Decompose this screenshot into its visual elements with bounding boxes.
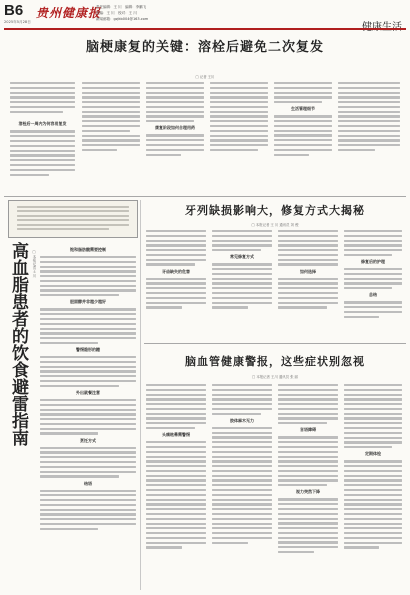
bottom-column-2: [212, 384, 272, 588]
bottom-subhead-4: 视力突然下降: [296, 489, 320, 495]
left-subhead-6: 结语: [84, 480, 92, 486]
mid-column-1: [146, 230, 206, 340]
top-subhead-3: 生活管理细节: [291, 106, 315, 112]
bottom-subhead-5: 定期体检: [365, 451, 381, 457]
bottom-column-1: [146, 384, 206, 588]
left-subhead-1: 饱和脂肪酸需要控制: [70, 247, 106, 252]
section-divider-top: [4, 196, 406, 197]
bottom-subhead-2: 肢体麻木无力: [230, 417, 254, 423]
left-subhead-2: 胆固醇并非越少越好: [70, 299, 106, 305]
mid-headline: 牙列缺损影响大，修复方式大揭秘: [185, 204, 365, 217]
mid-byline: □ 本报记者 王 川 通讯员 刘 俊: [251, 223, 299, 227]
top-column-2: [82, 82, 140, 192]
column-divider: [140, 200, 141, 590]
bottom-byline: □ 本报记者 王川 通讯员 张 丽: [252, 375, 298, 379]
top-headline: 脑梗康复的关键：溶栓后避免二次复发: [85, 40, 324, 55]
top-column-5: [274, 82, 332, 192]
top-column-6: [338, 82, 400, 192]
left-article-body: [40, 244, 136, 584]
left-subhead-3: 警惕隐形的糖: [76, 347, 100, 353]
bottom-column-4: [344, 384, 402, 588]
mid-column-2: [212, 230, 272, 340]
page-number: B6: [4, 2, 24, 19]
page-date: 2025年5月28日: [4, 20, 31, 24]
proof-line: 美编：王 川 校对：王 川: [96, 11, 137, 15]
mid-column-4: [344, 230, 402, 340]
left-vertical-headline: 高血脂患者的饮食避雷指南: [8, 242, 28, 446]
left-vertical-byline: □ 本报记者 王 川: [32, 250, 36, 278]
mid-subhead-3: 如何选择: [300, 268, 316, 274]
mid-column-3: [278, 230, 338, 340]
left-subhead-5: 烹饪方式: [80, 437, 96, 443]
top-column-4: [210, 82, 268, 192]
intro-box: [8, 200, 138, 238]
mid-subhead-2: 常见修复方式: [230, 254, 254, 260]
bottom-headline: 脑血管健康警报，这些症状别忽视: [185, 355, 365, 368]
email-line: 新闻邮箱：gzjkb004@163.com: [96, 17, 149, 21]
top-column-1: [10, 82, 75, 192]
top-column-3: [146, 82, 204, 192]
header-rule: [4, 28, 406, 30]
bottom-subhead-3: 言语障碍: [300, 427, 316, 433]
section-title: [362, 18, 402, 33]
newspaper-name: 贵州健康报: [36, 6, 102, 20]
left-subhead-4: 外出就餐注意: [76, 389, 100, 395]
top-subhead-1: 溶栓后一周内为何容易复发: [18, 121, 67, 127]
top-byline: □ 记者 王川: [195, 75, 215, 79]
mid-subhead-5: 总结: [369, 292, 377, 298]
section-divider-mid: [144, 343, 406, 344]
bottom-subhead-1: 头痛眩晕需警惕: [162, 432, 190, 438]
bottom-column-3: [278, 384, 338, 588]
mid-subhead-4: 修复后的护理: [361, 259, 385, 265]
top-subhead-2: 康复阶段如何合理用药: [155, 125, 195, 131]
editor-line: 责任编辑：王 川 编辑：李鹏飞: [96, 5, 147, 9]
mid-subhead-1: 牙齿缺失的危害: [162, 268, 190, 274]
